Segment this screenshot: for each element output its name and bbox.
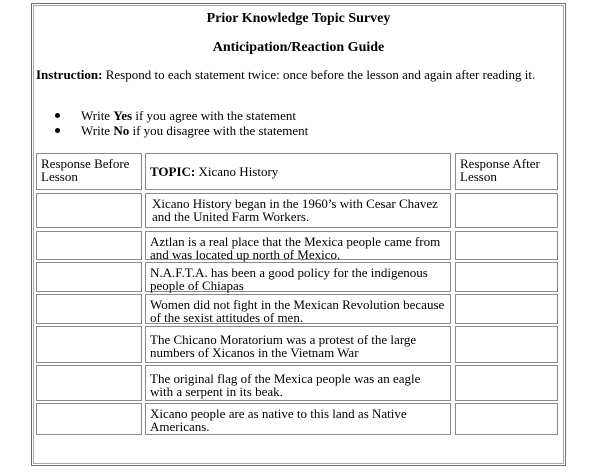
response-after-cell[interactable] bbox=[455, 403, 558, 435]
response-before-cell[interactable] bbox=[36, 193, 142, 228]
bullet-no: Write No if you disagree with the statement bbox=[55, 123, 535, 138]
response-before-cell[interactable] bbox=[36, 294, 142, 324]
bullet-dot-icon bbox=[55, 128, 60, 133]
page-title: Prior Knowledge Topic Survey bbox=[206, 11, 391, 26]
bullet-yes: Write Yes if you agree with the statement bbox=[55, 108, 535, 123]
bullet-dot-icon bbox=[55, 113, 60, 118]
response-after-cell[interactable] bbox=[455, 365, 558, 401]
response-after-cell[interactable] bbox=[455, 326, 558, 363]
instruction-bullets bbox=[55, 108, 535, 138]
header-response-before: Response Before Lesson bbox=[36, 153, 142, 190]
statement-cell: Aztlan is a real place that the Mexica people came from and was located up north of Mexico. bbox=[145, 231, 451, 260]
response-after-cell[interactable] bbox=[455, 193, 558, 228]
topic-label: TOPIC: bbox=[150, 164, 196, 179]
response-after-cell[interactable] bbox=[455, 294, 558, 324]
response-before-cell[interactable] bbox=[36, 231, 142, 260]
no-keyword: No bbox=[113, 123, 130, 138]
topic-value: Xicano History bbox=[195, 164, 279, 179]
yes-keyword: Yes bbox=[113, 108, 133, 123]
page-subtitle: Anticipation/Reaction Guide bbox=[212, 40, 385, 55]
header-response-after: Response After Lesson bbox=[455, 153, 558, 190]
statement-cell: The original flag of the Mexica people was an eagle with a serpent in its beak. bbox=[145, 365, 451, 401]
statement-cell: Women did not fight in the Mexican Revolution because of the sexist attitudes of men. bbox=[145, 294, 451, 324]
statement-cell: The Chicano Moratorium was a protest of the large numbers of Xicanos in the Vietnam War bbox=[145, 326, 451, 363]
statement-cell: N.A.F.T.A. has been a good policy for the indigenous people of Chiapas bbox=[145, 262, 451, 292]
statement-cell: Xicano History began in the 1960’s with Cesar Chavez and the United Farm Workers. bbox=[145, 193, 451, 228]
instruction-paragraph bbox=[36, 68, 551, 82]
statement-cell: Xicano people are as native to this land as Native Americans. bbox=[145, 403, 451, 435]
response-after-cell[interactable] bbox=[455, 231, 558, 260]
response-before-cell[interactable] bbox=[36, 262, 142, 292]
header-topic bbox=[145, 153, 451, 190]
response-after-cell[interactable] bbox=[455, 262, 558, 292]
instruction-label: Instruction: bbox=[36, 67, 103, 82]
response-before-cell[interactable] bbox=[36, 365, 142, 401]
instruction-text: Respond to each statement twice: once before the lesson and again after reading it. bbox=[102, 67, 536, 82]
response-before-cell[interactable] bbox=[36, 403, 142, 435]
response-before-cell[interactable] bbox=[36, 326, 142, 363]
